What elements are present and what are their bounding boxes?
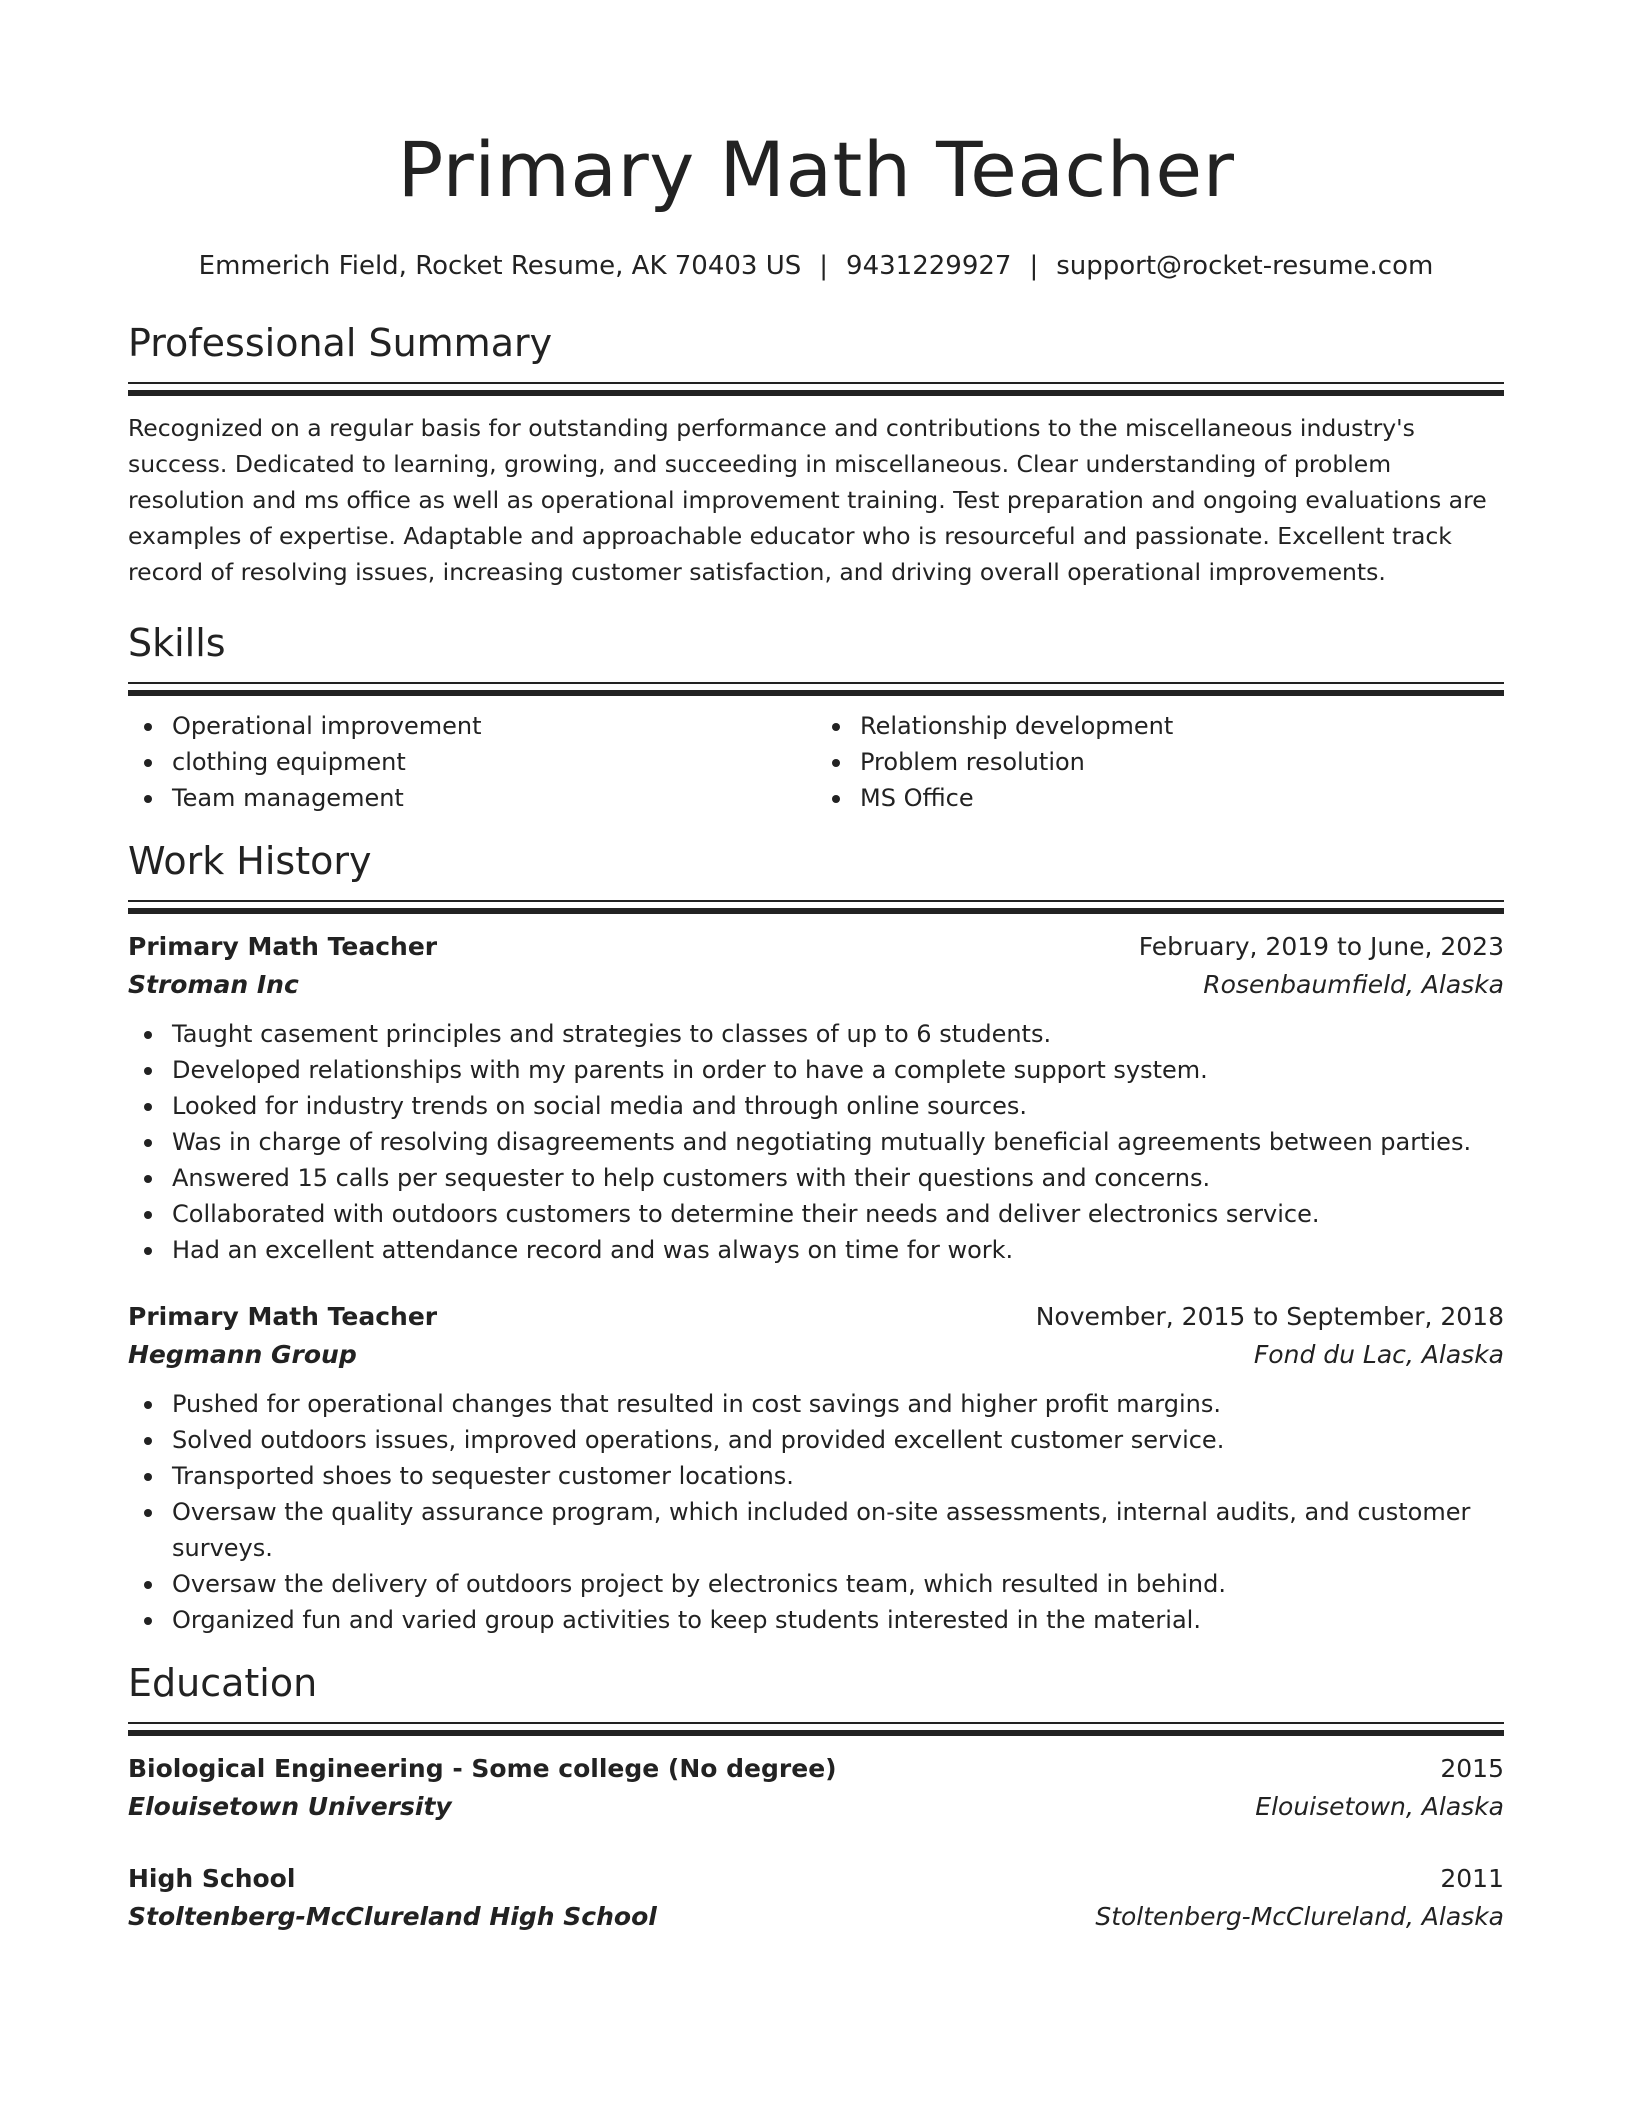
job-entry xyxy=(128,928,1504,1268)
section-divider xyxy=(128,1730,1504,1736)
skill-item: Relationship development xyxy=(860,708,1504,744)
education-entry xyxy=(128,1860,1504,1936)
job-bullet: Collaborated with outdoors customers to determine their needs and deliver electronics service. xyxy=(172,1196,1504,1232)
job-bullets xyxy=(128,1386,1504,1638)
skill-item: Team management xyxy=(172,780,816,816)
job-bullet: Looked for industry trends on social media and through online sources. xyxy=(172,1088,1504,1124)
contact-phone: 9431229927 xyxy=(846,251,1012,281)
education-header-row xyxy=(128,1750,1504,1788)
job-bullet: Oversaw the quality assurance program, which included on-site assessments, internal audits, and customer surveys. xyxy=(172,1494,1504,1566)
job-bullet: Oversaw the delivery of outdoors project by electronics team, which resulted in behind. xyxy=(172,1566,1504,1602)
job-company-row xyxy=(128,966,1504,1004)
job-bullet: Taught casement principles and strategies to classes of up to 6 students. xyxy=(172,1016,1504,1052)
contact-separator: | xyxy=(1029,251,1039,281)
resume-name: Primary Math Teacher xyxy=(397,125,1235,214)
job-bullets xyxy=(128,1016,1504,1268)
education-location: Elouisetown, Alaska xyxy=(1255,1792,1504,1821)
job-company-row xyxy=(128,1336,1504,1374)
job-dates: November, 2015 to September, 2018 xyxy=(1035,1302,1504,1331)
job-bullet: Transported shoes to sequester customer locations. xyxy=(172,1458,1504,1494)
job-location: Rosenbaumfield, Alaska xyxy=(1203,970,1504,999)
skill-item: MS Office xyxy=(860,780,1504,816)
section-divider xyxy=(128,382,1504,384)
skill-item: clothing equipment xyxy=(172,744,816,780)
education-school: Stoltenberg-McClureland High School xyxy=(128,1902,657,1931)
summary-section-title: Professional Summary xyxy=(128,321,553,365)
education-school: Elouisetown University xyxy=(128,1792,452,1821)
section-divider xyxy=(128,1722,1504,1724)
job-header-row xyxy=(128,928,1504,966)
skills-section-title: Skills xyxy=(128,621,226,665)
job-dates: February, 2019 to June, 2023 xyxy=(1138,932,1504,961)
education-school-row xyxy=(128,1898,1504,1936)
education-school-row xyxy=(128,1788,1504,1826)
job-bullet: Organized fun and varied group activities to keep students interested in the material. xyxy=(172,1602,1504,1638)
education-section-title: Education xyxy=(128,1661,318,1705)
summary-section-header xyxy=(128,318,1504,396)
contact-email: support@rocket-resume.com xyxy=(1056,251,1434,281)
work-section-title: Work History xyxy=(128,839,372,883)
job-header-row xyxy=(128,1298,1504,1336)
contact-address: Emmerich Field, Rocket Resume, AK 70403 US xyxy=(198,251,802,281)
contact-separator: | xyxy=(819,251,829,281)
job-bullet: Pushed for operational changes that resulted in cost savings and higher profit margins. xyxy=(172,1386,1504,1422)
section-divider xyxy=(128,682,1504,684)
job-entry xyxy=(128,1298,1504,1638)
education-location: Stoltenberg-McClureland, Alaska xyxy=(1095,1902,1504,1931)
skills-section-header xyxy=(128,618,1504,696)
job-company: Hegmann Group xyxy=(128,1340,357,1369)
education-year: 2015 xyxy=(1440,1754,1504,1783)
section-divider xyxy=(128,690,1504,696)
job-company: Stroman Inc xyxy=(128,970,299,999)
job-bullet: Solved outdoors issues, improved operations, and provided excellent customer service. xyxy=(172,1422,1504,1458)
skill-item: Problem resolution xyxy=(860,744,1504,780)
education-header-row xyxy=(128,1860,1504,1898)
education-degree: Biological Engineering - Some college (No degree) xyxy=(128,1754,837,1783)
education-entry xyxy=(128,1750,1504,1826)
summary-text: Recognized on a regular basis for outstanding performance and contributions to the miscellaneous industry's success. Dedicated to learning, growing, and succeeding in miscellaneous. Clear understanding of problem resolution and ms office as well as operational improvement training. Test preparation and ongoing evaluations are examples of expertise. Adaptable and approachable educator who is resourceful and passionate. Excellent track record of resolving issues, increasing customer satisfaction, and driving overall operational improvements. xyxy=(128,414,1487,586)
contact-line xyxy=(128,248,1504,284)
job-bullet: Answered 15 calls per sequester to help customers with their questions and concerns. xyxy=(172,1160,1504,1196)
education-year: 2011 xyxy=(1440,1864,1504,1893)
section-divider xyxy=(128,900,1504,902)
skills-list xyxy=(128,708,1504,816)
skills-column-left xyxy=(128,708,816,816)
job-title: Primary Math Teacher xyxy=(128,1302,438,1331)
job-bullet: Was in charge of resolving disagreements and negotiating mutually beneficial agreements between parties. xyxy=(172,1124,1504,1160)
section-divider xyxy=(128,908,1504,914)
work-section-header xyxy=(128,836,1504,914)
job-bullet: Developed relationships with my parents in order to have a complete support system. xyxy=(172,1052,1504,1088)
skill-item: Operational improvement xyxy=(172,708,816,744)
education-degree: High School xyxy=(128,1864,296,1893)
job-title: Primary Math Teacher xyxy=(128,932,438,961)
job-location: Fond du Lac, Alaska xyxy=(1253,1340,1504,1369)
skills-column-right xyxy=(816,708,1504,816)
job-bullet: Had an excellent attendance record and was always on time for work. xyxy=(172,1232,1504,1268)
education-section-header xyxy=(128,1658,1504,1736)
section-divider xyxy=(128,390,1504,396)
resume-content xyxy=(128,0,1504,1936)
